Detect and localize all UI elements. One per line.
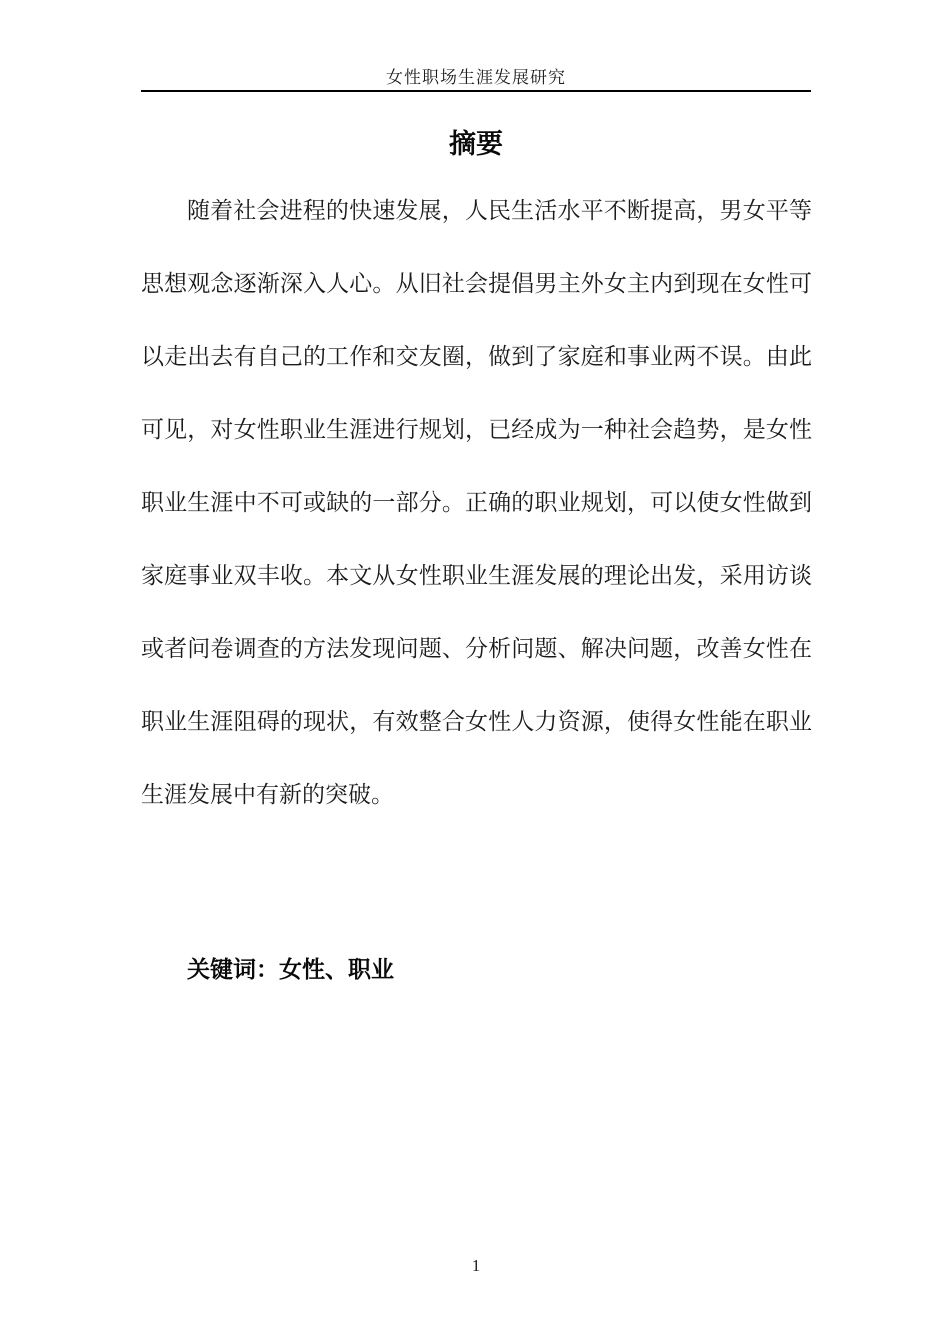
abstract-line: 以走出去有自己的工作和交友圈，做到了家庭和事业两不误。由此 <box>141 344 812 369</box>
abstract-line: 职业生涯中不可或缺的一部分。正确的职业规划，可以使女性做到 <box>141 490 812 515</box>
abstract-line: 可见，对女性职业生涯进行规划，已经成为一种社会趋势，是女性 <box>141 417 812 442</box>
abstract-line: 思想观念逐渐深入人心。从旧社会提倡男主外女主内到现在女性可 <box>141 271 812 296</box>
abstract-line: 随着社会进程的快速发展，人民生活水平不断提高，男女平等 <box>187 198 812 223</box>
abstract-line: 生涯发展中有新的突破。 <box>141 782 394 807</box>
running-header-title: 女性职场生涯发展研究 <box>386 68 566 87</box>
page-number: 1 <box>471 1256 481 1275</box>
abstract-line: 家庭事业双丰收。本文从女性职业生涯发展的理论出发，采用访谈 <box>141 563 812 588</box>
abstract-title: 摘要 <box>449 129 503 159</box>
abstract-line: 或者问卷调查的方法发现问题、分析问题、解决问题，改善女性在 <box>141 636 812 661</box>
abstract-line: 职业生涯阻碍的现状，有效整合女性人力资源，使得女性能在职业 <box>141 709 812 734</box>
header-divider-line <box>141 90 811 92</box>
abstract-paragraph <box>141 174 812 831</box>
keywords-line: 关键词：女性、职业 <box>187 957 394 982</box>
